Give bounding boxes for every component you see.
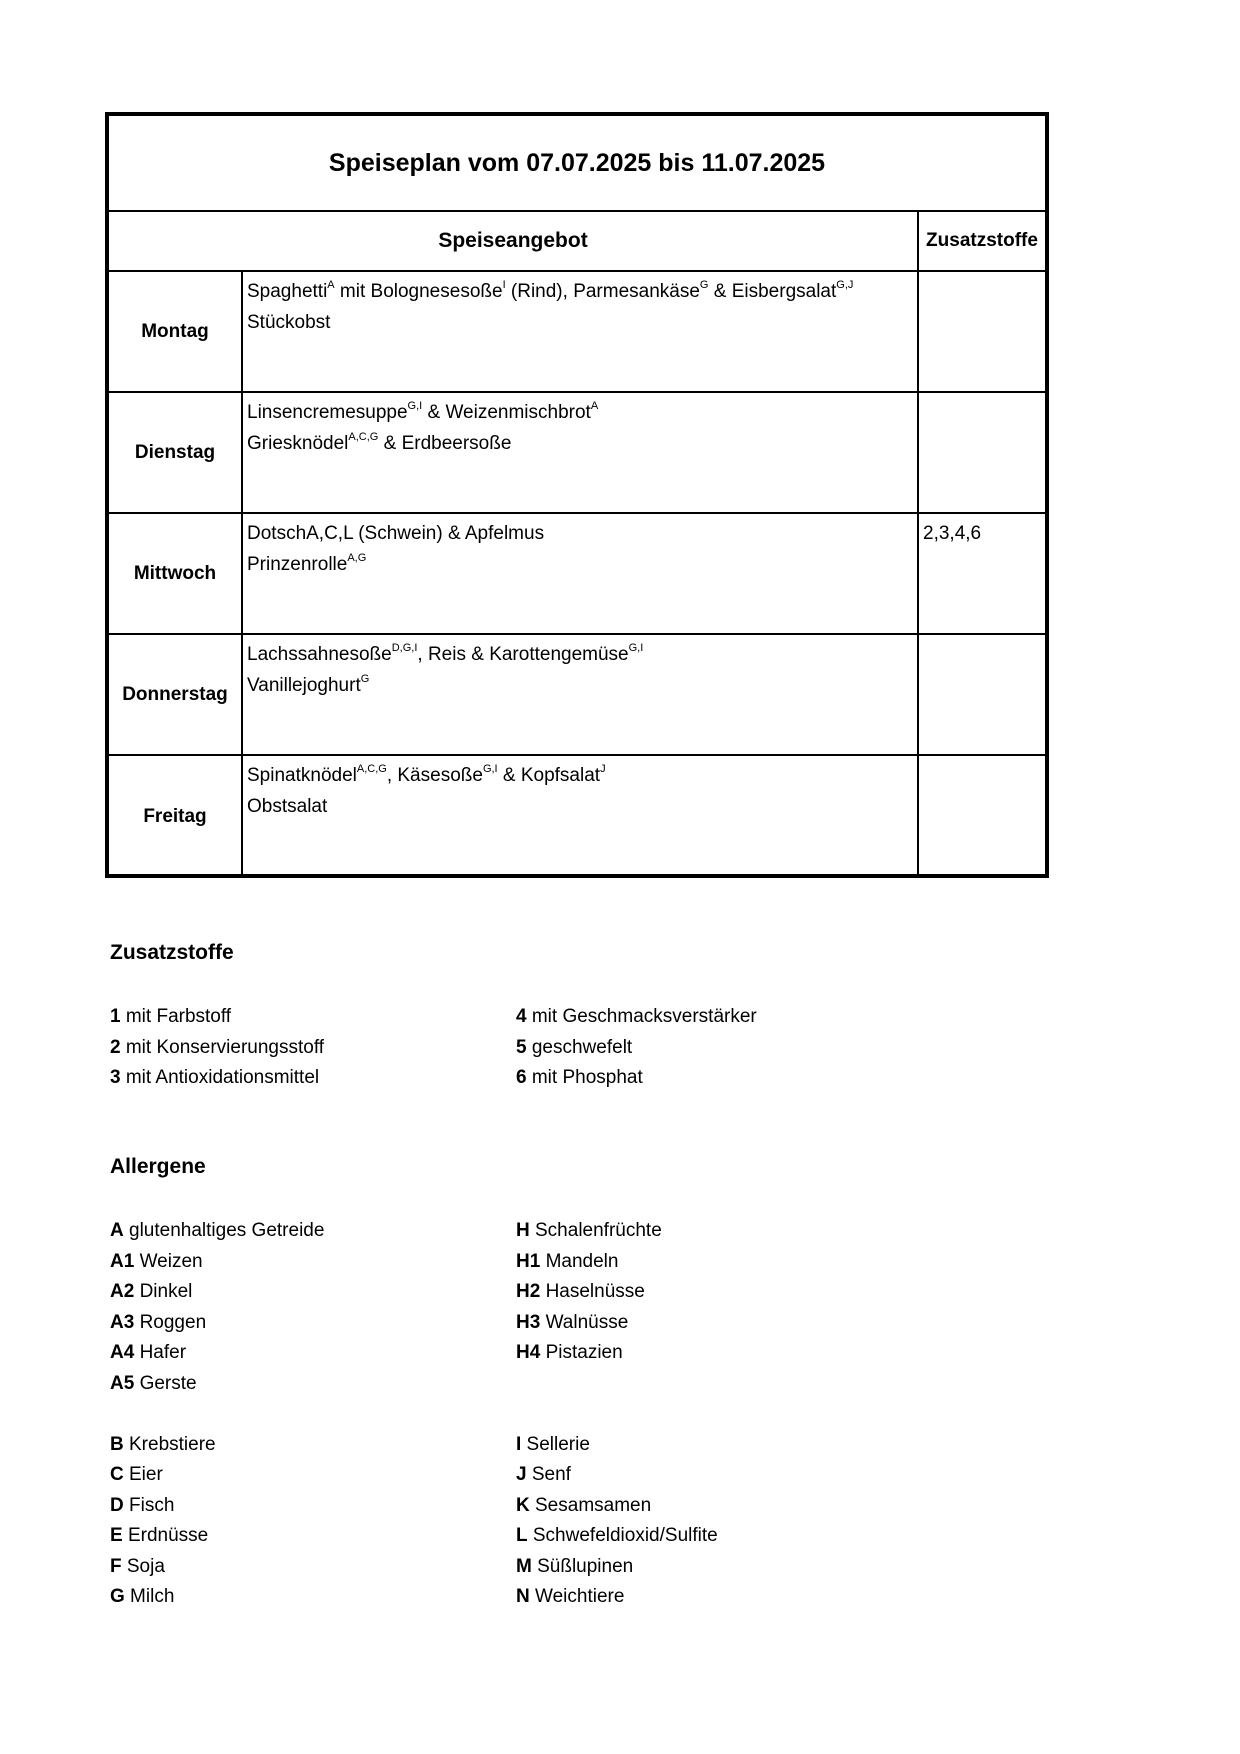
dish-line: Stückobst	[247, 312, 331, 333]
dish-line: DotschA,C,L (Schwein) & Apfelmus	[247, 523, 545, 544]
allergen-superscript: A,G	[347, 552, 367, 564]
day-dishes	[243, 514, 917, 633]
legend-item: 2 mit Konservierungsstoff	[110, 1036, 325, 1058]
legend-item: 4 mit Geschmacksverstärker	[516, 1006, 757, 1027]
day-name: Mittwoch	[109, 514, 243, 633]
legend-item: G Milch	[110, 1586, 175, 1607]
day-row	[109, 756, 1045, 877]
legend-code: A5	[110, 1372, 135, 1394]
legend-item: H Schalenfrüchte	[516, 1220, 662, 1241]
allergen-superscript: G	[360, 673, 370, 685]
legend-code: F	[110, 1555, 122, 1577]
legend-item: 1 mit Farbstoff	[110, 1006, 232, 1027]
legend-item: A4 Hafer	[110, 1342, 187, 1363]
allergen-superscript: G,I	[628, 642, 644, 654]
legend-code: M	[516, 1555, 532, 1577]
allergen-superscript: D,G,I	[391, 642, 418, 654]
allergen-superscript: I	[502, 279, 506, 291]
dish-line: Obstsalat	[247, 796, 328, 817]
day-additives	[917, 635, 1045, 754]
legend-item: C Eier	[110, 1464, 163, 1485]
legend-code: A2	[110, 1281, 135, 1302]
day-dishes	[243, 272, 917, 391]
legend-code: 4	[516, 1006, 527, 1027]
legend-code: H4	[516, 1342, 541, 1363]
legend-item: A3 Roggen	[110, 1311, 207, 1333]
day-name: Donnerstag	[109, 635, 243, 754]
legend-code: K	[516, 1494, 530, 1516]
allergen-superscript: G	[699, 279, 709, 291]
legend-code: H1	[516, 1250, 541, 1272]
legend-item: D Fisch	[110, 1494, 175, 1516]
legend-code: I	[516, 1433, 522, 1455]
legend-item: A1 Weizen	[110, 1250, 203, 1272]
legend-code: 3	[110, 1067, 121, 1088]
day-row	[109, 272, 1045, 393]
allergene-list-left	[110, 1216, 324, 1613]
menu-table	[105, 112, 1049, 878]
allergen-superscript: A	[327, 279, 335, 291]
legend-code: L	[516, 1525, 528, 1546]
legend-item: K Sesamsamen	[516, 1494, 652, 1516]
legend-code: G	[110, 1586, 125, 1607]
legend-code: 1	[110, 1006, 121, 1027]
day-dishes	[243, 393, 917, 512]
legend-code: J	[516, 1464, 527, 1485]
allergen-superscript: A	[590, 400, 599, 412]
legend-code: D	[110, 1494, 124, 1516]
dish-line: Griesknödel$^{A,C,G}$ & Erdbeersoße	[247, 431, 512, 454]
dish-line: Spaghetti$^A$ mit Bolognesesoße$^I$ (Rind), Parmesankäse$^G$ & Eisbergsalat$^{G,J}$	[247, 279, 854, 302]
day-name: Freitag	[109, 756, 243, 877]
dish-line: Spinatknödel$^{A,C,G}$, Käsesoße$^{G,I}$ & Kopfsalat$^J$	[247, 763, 606, 786]
menu-title: Speiseplan vom 07.07.2025 bis 11.07.2025	[109, 116, 1045, 212]
day-additives: 2,3,4,6	[917, 514, 1045, 633]
allergene-list-right	[516, 1216, 718, 1613]
legend-code: N	[516, 1586, 530, 1607]
zusatzstoffe-list-right	[516, 1002, 757, 1094]
legend-item: H1 Mandeln	[516, 1250, 619, 1272]
day-additives	[917, 756, 1045, 877]
legend-item: B Krebstiere	[110, 1433, 216, 1455]
legend-item: A2 Dinkel	[110, 1281, 193, 1302]
day-additives	[917, 272, 1045, 391]
column-header-zusatzstoffe: Zusatzstoffe	[917, 212, 1045, 270]
legend-code: A3	[110, 1311, 135, 1333]
legend-item: F Soja	[110, 1555, 165, 1577]
legend-code: C	[110, 1464, 124, 1485]
legend-code: B	[110, 1433, 124, 1455]
column-header-row	[109, 212, 1045, 272]
allergen-superscript: G,J	[836, 279, 854, 291]
legend-item: 3 mit Antioxidationsmittel	[110, 1067, 320, 1088]
legend-item: 6 mit Phosphat	[516, 1067, 643, 1088]
day-dishes	[243, 756, 917, 877]
day-name: Montag	[109, 272, 243, 391]
legend-code: H3	[516, 1311, 541, 1333]
legend-item: A5 Gerste	[110, 1372, 197, 1394]
legend-item: H4 Pistazien	[516, 1342, 623, 1363]
legend-item: E Erdnüsse	[110, 1525, 209, 1546]
day-row	[109, 635, 1045, 756]
allergene-heading: Allergene	[110, 1155, 206, 1178]
legend-item: I Sellerie	[516, 1433, 590, 1455]
column-header-speiseangebot: Speiseangebot	[438, 229, 588, 252]
zusatzstoffe-heading: Zusatzstoffe	[110, 941, 234, 964]
legend-item: H2 Haselnüsse	[516, 1281, 645, 1302]
legend-code: A4	[110, 1342, 135, 1363]
legend-code: 6	[516, 1067, 527, 1088]
legend-item: M Süßlupinen	[516, 1555, 634, 1577]
zusatzstoffe-list-left	[110, 1002, 324, 1094]
dish-line: Vanillejoghurt$^G$	[247, 673, 370, 696]
legend-code: H	[516, 1220, 530, 1241]
legend-item: 5 geschwefelt	[516, 1036, 633, 1058]
allergen-superscript: G,I	[482, 763, 498, 775]
legend-code: 5	[516, 1036, 527, 1058]
day-name: Dienstag	[109, 393, 243, 512]
allergen-superscript: J	[600, 763, 606, 775]
legend-item: J Senf	[516, 1464, 571, 1485]
legend-code: A1	[110, 1250, 135, 1272]
allergen-superscript: A,C,G	[348, 431, 379, 443]
day-row	[109, 393, 1045, 514]
dish-line: Linsencremesuppe$^{G,I}$ & Weizenmischbrot$^A$	[247, 400, 599, 423]
legend-code: E	[110, 1525, 123, 1546]
allergen-superscript: A,C,G	[356, 763, 387, 775]
day-dishes	[243, 635, 917, 754]
legend-item: L Schwefeldioxid/Sulfite	[516, 1525, 718, 1546]
dish-line: Prinzenrolle$^{A,G}$	[247, 552, 367, 575]
allergen-superscript: G,I	[407, 400, 423, 412]
legend-item: N Weichtiere	[516, 1586, 625, 1607]
legend-item: A glutenhaltiges Getreide	[110, 1220, 325, 1241]
day-additives	[917, 393, 1045, 512]
legend-item: H3 Walnüsse	[516, 1311, 629, 1333]
legend-code: A	[110, 1220, 124, 1241]
dish-line: Lachssahnesoße$^{D,G,I}$, Reis & Karottengemüse$^{G,I}$	[247, 642, 644, 665]
legend-code: H2	[516, 1281, 541, 1302]
legend-code: 2	[110, 1036, 121, 1058]
day-row	[109, 514, 1045, 635]
